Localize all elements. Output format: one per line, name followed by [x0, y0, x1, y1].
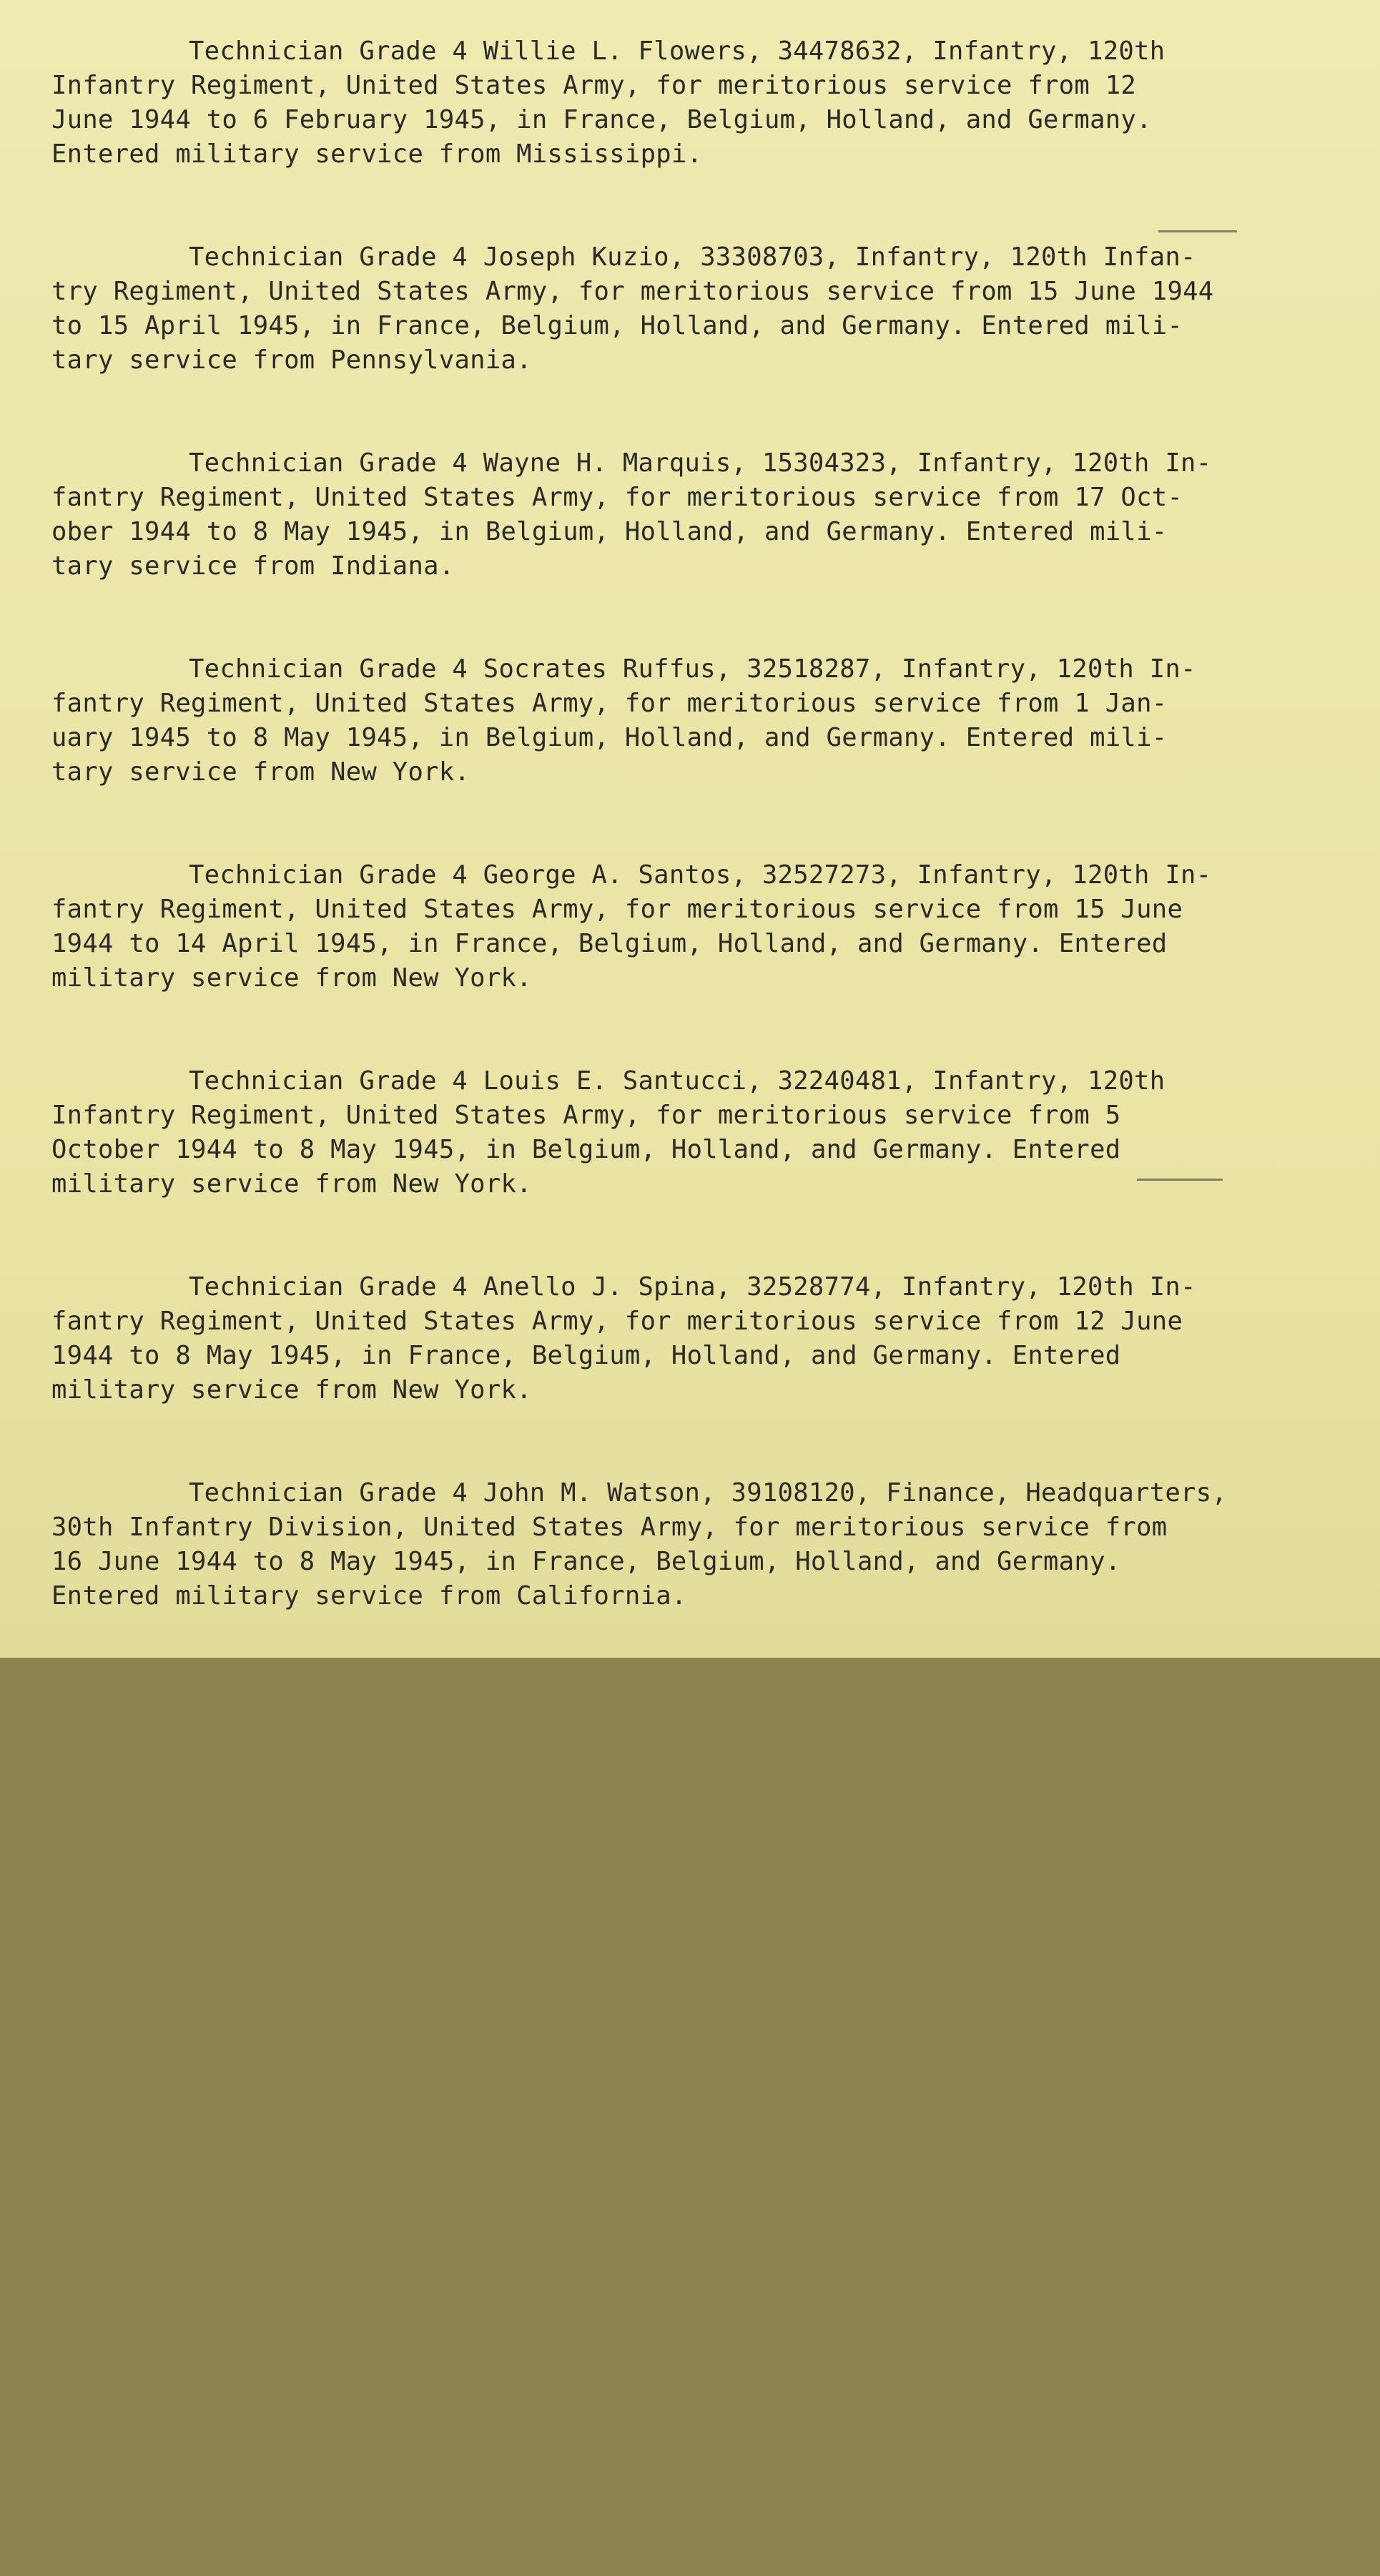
citation-line: 1944 to 8 May 1945, in France, Belgium, Holland, and Germany. Entered	[51, 1341, 1121, 1370]
citation-line: Infantry Regiment, United States Army, for meritorious service from 12	[51, 71, 1137, 100]
citation-line: fantry Regiment, United States Army, for meritorious service from 1 Jan-	[51, 689, 1168, 718]
citation-entry-kuzio	[51, 240, 1353, 378]
citation-line: Technician Grade 4 Joseph Kuzio, 33308703, Infantry, 120th Infan-	[189, 242, 1196, 272]
citation-line: Entered military service from Mississippi.	[51, 139, 703, 169]
citation-line: Technician Grade 4 Anello J. Spina, 32528774, Infantry, 120th In-	[189, 1272, 1196, 1302]
citation-line: fantry Regiment, United States Army, for meritorious service from 15 June	[51, 895, 1183, 924]
citation-line: tary service from Indiana.	[51, 551, 455, 581]
citation-line: Technician Grade 4 Socrates Ruffus, 32518287, Infantry, 120th In-	[189, 654, 1196, 684]
citation-line: Entered military service from California.	[51, 1581, 687, 1611]
citation-line: Technician Grade 4 George A. Santos, 32527273, Infantry, 120th In-	[189, 860, 1212, 890]
scan-background	[0, 1658, 1380, 2576]
citation-line: military service from New York.	[51, 963, 532, 993]
citation-line: Technician Grade 4 Willie L. Flowers, 34478632, Infantry, 120th	[189, 36, 1165, 66]
citation-line: fantry Regiment, United States Army, for meritorious service from 12 June	[51, 1307, 1183, 1336]
citation-line: Technician Grade 4 Louis E. Santucci, 32240481, Infantry, 120th	[189, 1066, 1165, 1096]
citation-line: fantry Regiment, United States Army, for meritorious service from 17 Oct-	[51, 483, 1183, 512]
stray-pen-mark	[1137, 1179, 1223, 1181]
citation-line: to 15 April 1945, in France, Belgium, Holland, and Germany. Entered mili-	[51, 311, 1183, 340]
citation-line: try Regiment, United States Army, for meritorious service from 15 June 1944	[51, 277, 1214, 306]
citation-line: 1944 to 14 April 1945, in France, Belgium, Holland, and Germany. Entered	[51, 929, 1168, 958]
citation-line: 16 June 1944 to 8 May 1945, in France, Belgium, Holland, and Germany.	[51, 1547, 1121, 1576]
citation-line: Infantry Regiment, United States Army, for meritorious service from 5	[51, 1101, 1121, 1130]
citation-entry-watson	[51, 1476, 1353, 1613]
citation-entry-santucci	[51, 1064, 1353, 1201]
citation-line: Technician Grade 4 Wayne H. Marquis, 15304323, Infantry, 120th In-	[189, 448, 1212, 478]
citation-line: ober 1944 to 8 May 1945, in Belgium, Holland, and Germany. Entered mili-	[51, 517, 1168, 546]
citation-line: October 1944 to 8 May 1945, in Belgium, Holland, and Germany. Entered	[51, 1135, 1121, 1164]
citation-entry-flowers	[51, 34, 1353, 172]
citation-entry-santos	[51, 858, 1353, 996]
citation-entry-marquis	[51, 446, 1353, 584]
citation-entry-spina	[51, 1270, 1353, 1407]
citation-entry-ruffus	[51, 652, 1353, 790]
citation-line: uary 1945 to 8 May 1945, in Belgium, Holland, and Germany. Entered mili-	[51, 723, 1168, 752]
citation-line: June 1944 to 6 February 1945, in France, Belgium, Holland, and Germany.	[51, 105, 1152, 134]
citation-line: military service from New York.	[51, 1169, 532, 1199]
citation-line: Technician Grade 4 John M. Watson, 39108120, Finance, Headquarters,	[189, 1478, 1228, 1508]
citation-line: tary service from Pennsylvania.	[51, 345, 532, 375]
citation-line: 30th Infantry Division, United States Army, for meritorious service from	[51, 1513, 1168, 1542]
stray-pen-mark	[1158, 230, 1237, 232]
citation-line: military service from New York.	[51, 1375, 532, 1405]
citation-line: tary service from New York.	[51, 757, 470, 787]
